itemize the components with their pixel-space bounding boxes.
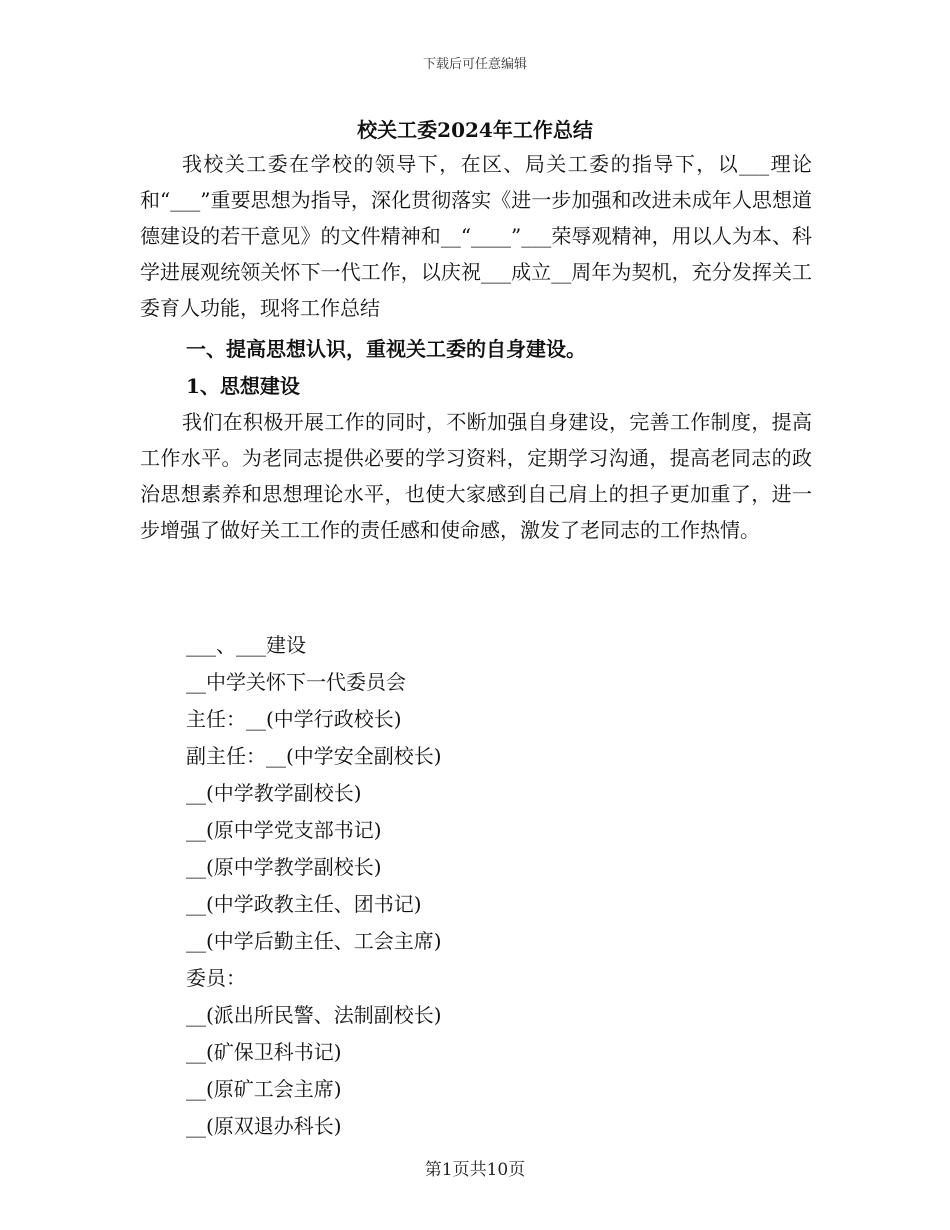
list-item: __中学关怀下一代委员会 <box>186 670 406 694</box>
list-item: 委员： <box>186 966 246 990</box>
page-number: 第1页共10页 <box>424 1160 526 1180</box>
list-item: __(矿保卫科书记) <box>186 1040 342 1064</box>
list-item: __(中学教学副校长) <box>186 781 362 805</box>
list-item: 副主任：__(中学安全副校长) <box>186 744 442 768</box>
document-title: 校关工委2024年工作总结 <box>357 118 593 142</box>
list-item: ___、___建设 <box>186 633 306 657</box>
list-item: __(中学政教主任、团书记) <box>186 892 422 916</box>
section-1-1-heading: 1、思想建设 <box>186 374 300 398</box>
page-header-note: 下载后可任意编辑 <box>422 57 527 72</box>
list-item: __(原中学党支部书记) <box>186 818 382 842</box>
list-item: __(原双退办科长) <box>186 1114 342 1138</box>
list-item: __(原中学教学副校长) <box>186 855 382 879</box>
intro-paragraph: 我校关工委在学校的领导下，在区、局关工委的指导下，以___理论和“___”重要思想为指导，深化贯彻落实《进一步加强和改进未成年人思想道德建设的若干意见》的文件精神和__“____”___荣辱观精神，用以人为本、科学进展观统领关怀下一代工作，以庆祝___成立__周年为契机，充分发挥关工委育人功能，现将工作总结 <box>140 152 812 320</box>
list-item: __(原矿工会主席) <box>186 1077 342 1101</box>
list-item: __(中学后勤主任、工会主席) <box>186 929 442 953</box>
committee-list <box>186 627 442 1145</box>
section-1-heading: 一、提高思想认识，重视关工委的自身建设。 <box>186 337 586 361</box>
list-item: 主任：__(中学行政校长) <box>186 707 402 731</box>
list-item: __(派出所民警、法制副校长) <box>186 1003 442 1027</box>
section-1-1-paragraph: 我们在积极开展工作的同时，不断加强自身建设，完善工作制度，提高工作水平。为老同志提供必要的学习资料，定期学习沟通，提高老同志的政治思想素养和思想理论水平，也使大家感到自己肩上的担子更加重了，进一步增强了做好关工工作的责任感和使命感，激发了老同志的工作热情。 <box>140 410 812 542</box>
